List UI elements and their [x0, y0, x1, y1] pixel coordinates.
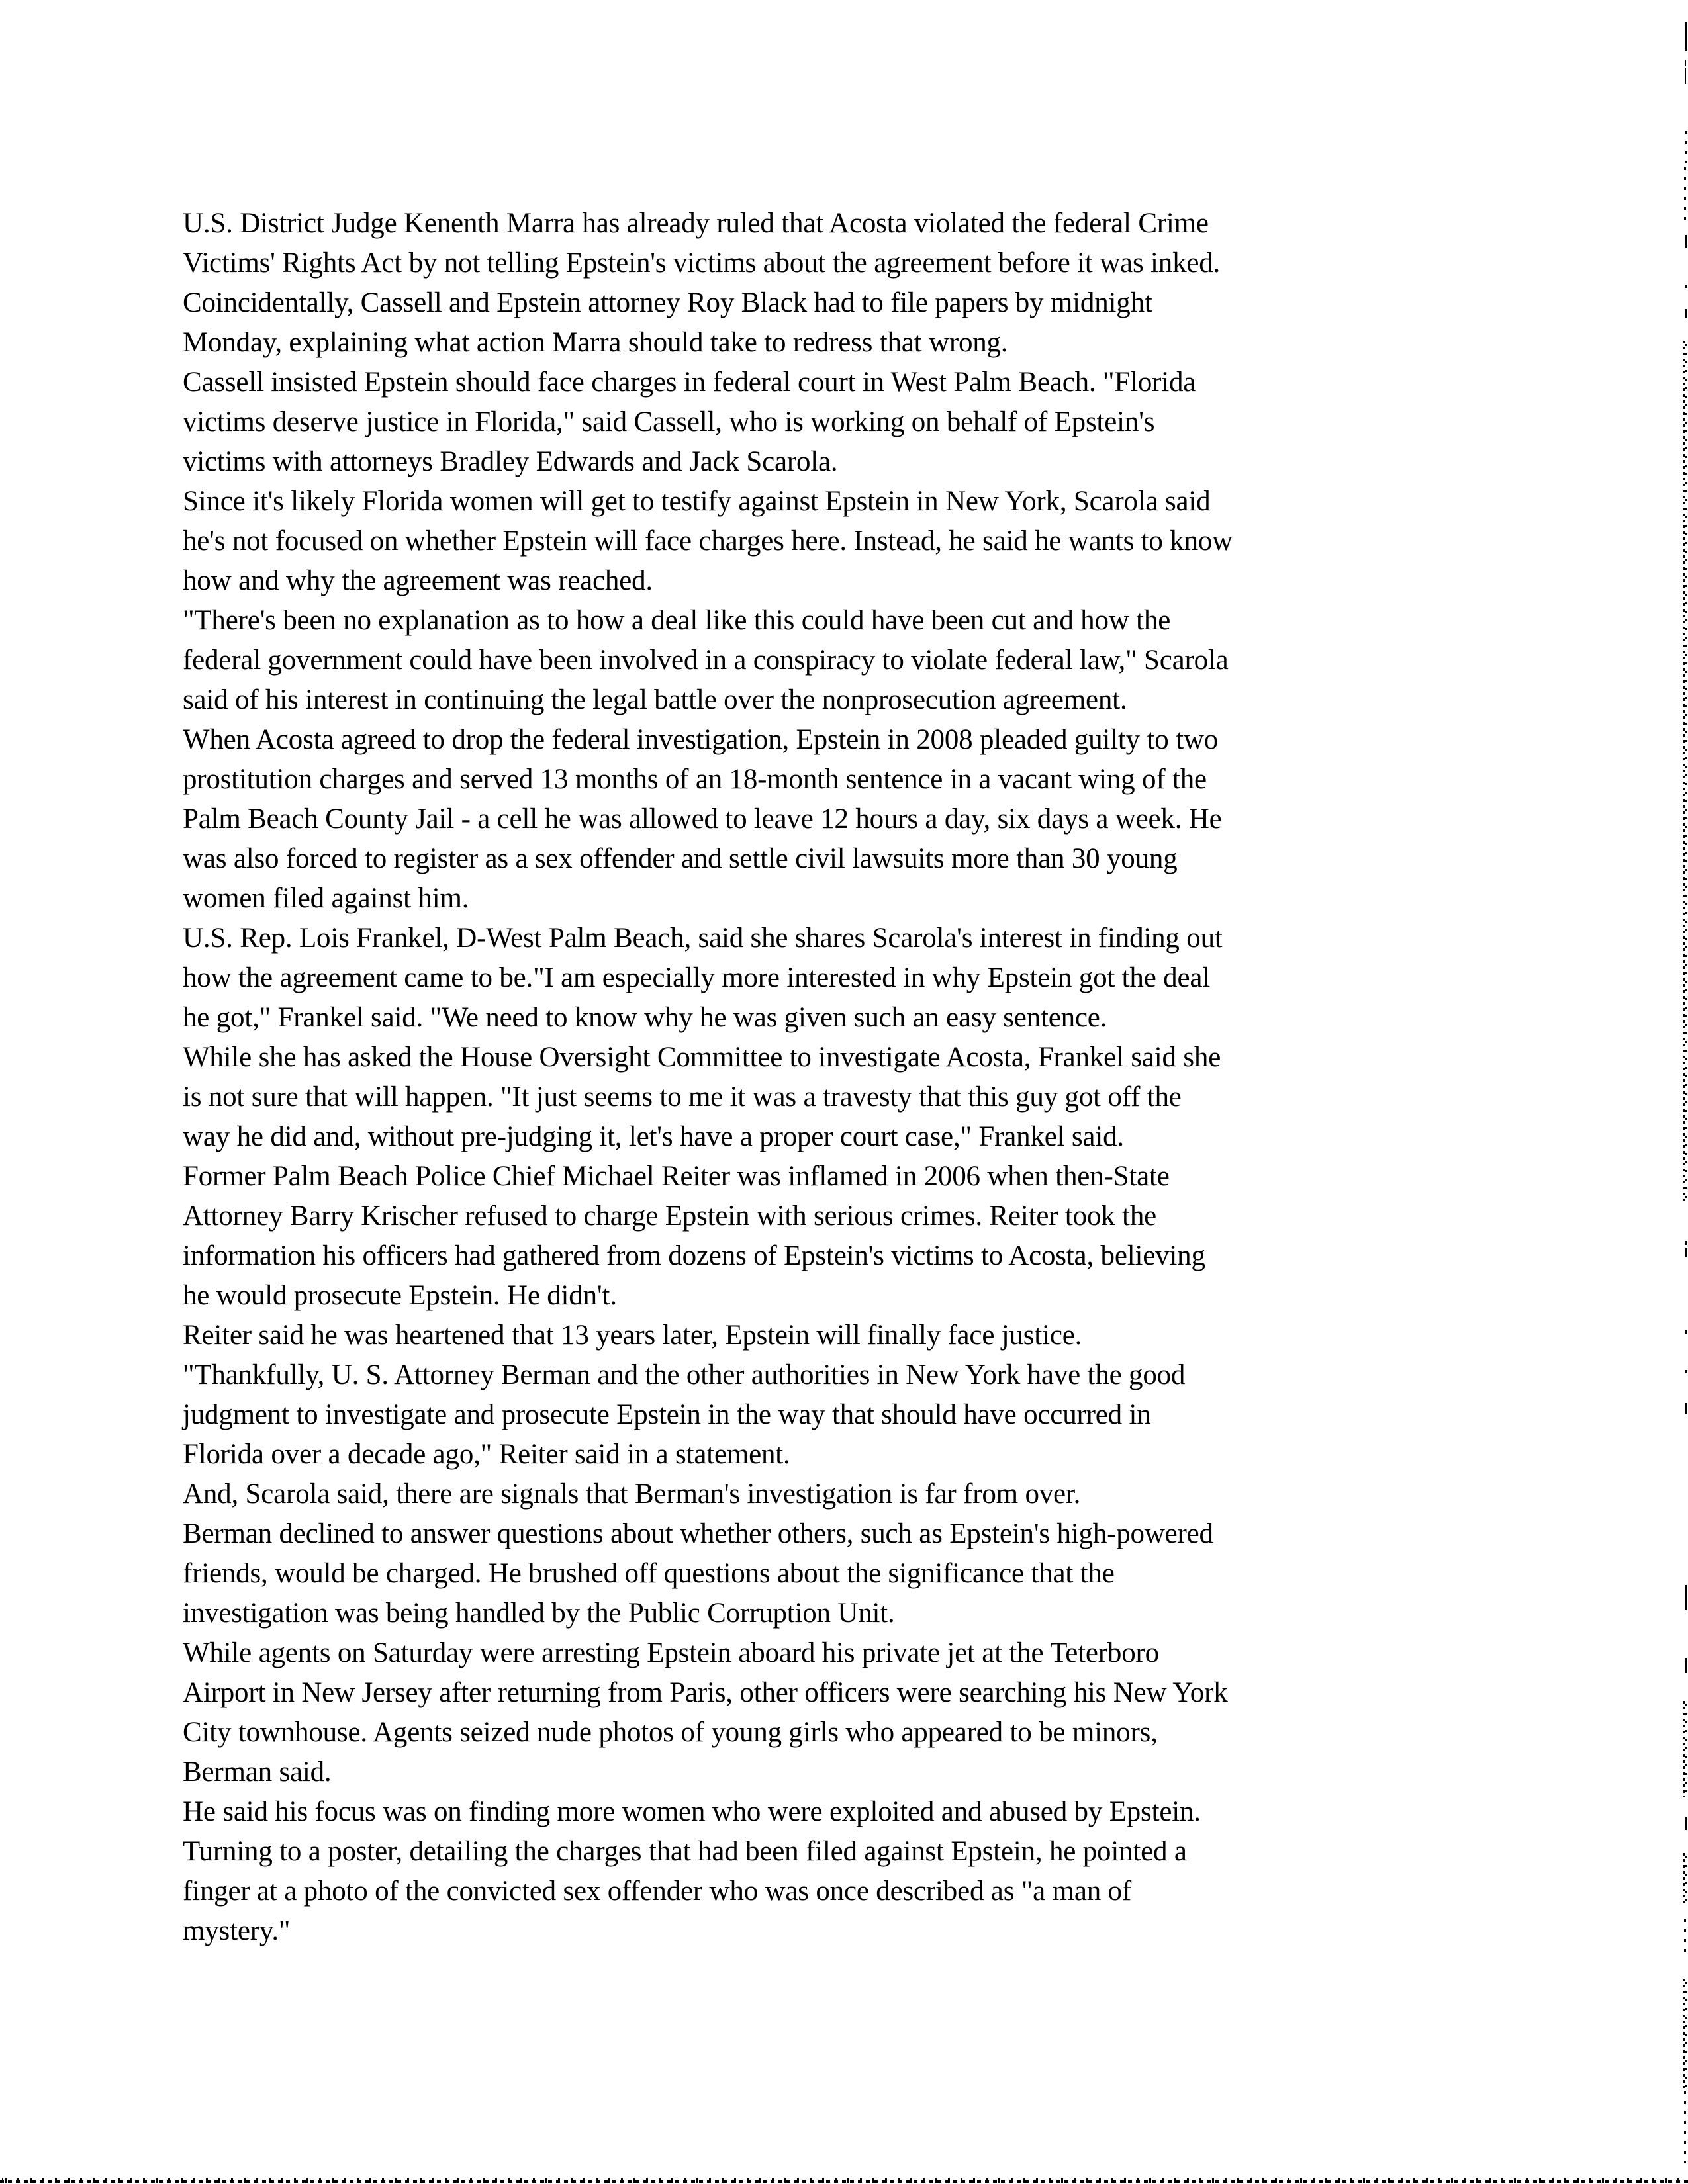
text-line: U.S. District Judge Kenenth Marra has already ruled that Acosta violated the federal Crime — [183, 208, 1209, 239]
text-line: friends, would be charged. He brushed off questions about the significance that the — [183, 1558, 1115, 1589]
text-line: is not sure that will happen. "It just seems to me it was a travesty that this guy got off the — [183, 1081, 1182, 1113]
text-line: "Thankfully, U. S. Attorney Berman and the other authorities in New York have the good — [183, 1359, 1186, 1390]
text-line: said of his interest in continuing the legal battle over the nonprosecution agreement. — [183, 684, 1127, 715]
scan-artifact — [1684, 2091, 1686, 2164]
text-line: "There's been no explanation as to how a deal like this could have been cut and how the — [183, 605, 1171, 636]
text-line: victims with attorneys Bradley Edwards and Jack Scarola. — [183, 446, 838, 477]
text-line: he's not focused on whether Epstein will face charges here. Instead, he said he wants to know — [183, 525, 1233, 557]
text-line: U.S. Rep. Lois Frankel, D-West Palm Beach, said she shares Scarola's interest in finding out — [183, 923, 1223, 954]
text-line: Former Palm Beach Police Chief Michael Reiter was inflamed in 2006 when then-State — [183, 1161, 1170, 1192]
text-line: Turning to a poster, detailing the charges that had been filed against Epstein, he pointed a — [183, 1836, 1187, 1867]
scan-artifact — [1685, 235, 1687, 248]
article-text — [183, 204, 1513, 1951]
text-line: he got," Frankel said. "We need to know why he was given such an easy sentence. — [183, 1002, 1107, 1033]
text-line: Attorney Barry Krischer refused to charge Epstein with serious crimes. Reiter took the — [183, 1201, 1157, 1232]
scan-artifact — [1685, 1658, 1687, 1673]
scan-artifact — [1683, 1979, 1687, 2088]
text-line: finger at a photo of the convicted sex offender who was once described as "a man of — [183, 1876, 1131, 1907]
scan-artifact — [1685, 131, 1687, 163]
scan-artifact — [1685, 285, 1687, 288]
scan-artifact — [1685, 1370, 1687, 1373]
text-line: Berman said. — [183, 1756, 332, 1788]
text-line: women filed against him. — [183, 883, 469, 914]
text-line: And, Scarola said, there are signals that Berman's investigation is far from over. — [183, 1479, 1081, 1510]
scan-artifact — [1685, 1241, 1687, 1245]
text-line: Cassell insisted Epstein should face charges in federal court in West Palm Beach. "Florida — [183, 367, 1196, 398]
scan-artifact — [1685, 60, 1686, 66]
text-line: investigation was being handled by the Public Corruption Unit. — [183, 1598, 895, 1629]
text-line: Reiter said he was heartened that 13 years later, Epstein will finally face justice. — [183, 1320, 1082, 1351]
text-line: He said his focus was on finding more women who were exploited and abused by Epstein. — [183, 1796, 1201, 1827]
scan-artifact — [1684, 167, 1686, 222]
text-line: federal government could have been involved in a conspiracy to violate federal law," Scarola — [183, 645, 1229, 676]
scan-artifact — [1683, 1701, 1687, 1797]
text-line: was also forced to register as a sex offender and settle civil lawsuits more than 30 young — [183, 843, 1178, 874]
scan-artifact — [1685, 309, 1687, 318]
text-line: victims deserve justice in Florida," said Cassell, who is working on behalf of Epstein's — [183, 406, 1155, 437]
text-line: mystery." — [183, 1915, 291, 1946]
text-line: Florida over a decade ago," Reiter said in a statement. — [183, 1439, 790, 1470]
text-line: When Acosta agreed to drop the federal investigation, Epstein in 2008 pleaded guilty to two — [183, 724, 1219, 755]
text-line: City townhouse. Agents seized nude photos of young girls who appeared to be minors, — [183, 1717, 1158, 1748]
text-line: how the agreement came to be."I am especially more interested in why Epstein got the deal — [183, 962, 1210, 993]
scan-artifact — [1685, 68, 1686, 84]
scan-artifact — [1683, 1853, 1687, 1903]
text-line: While agents on Saturday were arresting Epstein aboard his private jet at the Teterboro — [183, 1637, 1159, 1668]
scan-artifact — [1685, 1817, 1687, 1830]
text-line: Palm Beach County Jail - a cell he was allowed to leave 12 hours a day, six days a week. He — [183, 803, 1222, 835]
text-line: Berman declined to answer questions about whether others, such as Epstein's high-powered — [183, 1518, 1213, 1549]
scan-artifact — [1684, 1919, 1686, 1959]
text-line: he would prosecute Epstein. He didn't. — [183, 1280, 617, 1311]
text-line: Victims' Rights Act by not telling Epstein's victims about the agreement before it was inked. — [183, 248, 1221, 279]
text-line: Since it's likely Florida women will get to testify against Epstein in New York, Scarola said — [183, 486, 1211, 517]
scan-artifact-bottom-edge — [0, 2176, 1688, 2183]
text-line: Coincidentally, Cassell and Epstein attorney Roy Black had to file papers by midnight — [183, 287, 1152, 318]
scan-artifact — [1685, 1248, 1687, 1257]
text-line: Airport in New Jersey after returning from Paris, other officers were searching his New York — [183, 1677, 1228, 1708]
text-line: information his officers had gathered from dozens of Epstein's victims to Acosta, believing — [183, 1240, 1205, 1271]
text-line: how and why the agreement was reached. — [183, 565, 653, 596]
scan-artifact — [1685, 1330, 1687, 1334]
scan-artifact — [1683, 341, 1687, 1201]
text-line: While she has asked the House Oversight Committee to investigate Acosta, Frankel said she — [183, 1042, 1221, 1073]
scan-artifact — [1685, 22, 1687, 51]
text-line: way he did and, without pre-judging it, let's have a proper court case," Frankel said. — [183, 1121, 1124, 1152]
scan-artifact — [1685, 1403, 1687, 1414]
text-line: judgment to investigate and prosecute Epstein in the way that should have occurred in — [183, 1399, 1151, 1430]
scan-artifact — [1685, 1585, 1687, 1610]
text-line: Monday, explaining what action Marra should take to redress that wrong. — [183, 327, 1008, 358]
text-line: prostitution charges and served 13 months of an 18-month sentence in a vacant wing of the — [183, 764, 1207, 795]
